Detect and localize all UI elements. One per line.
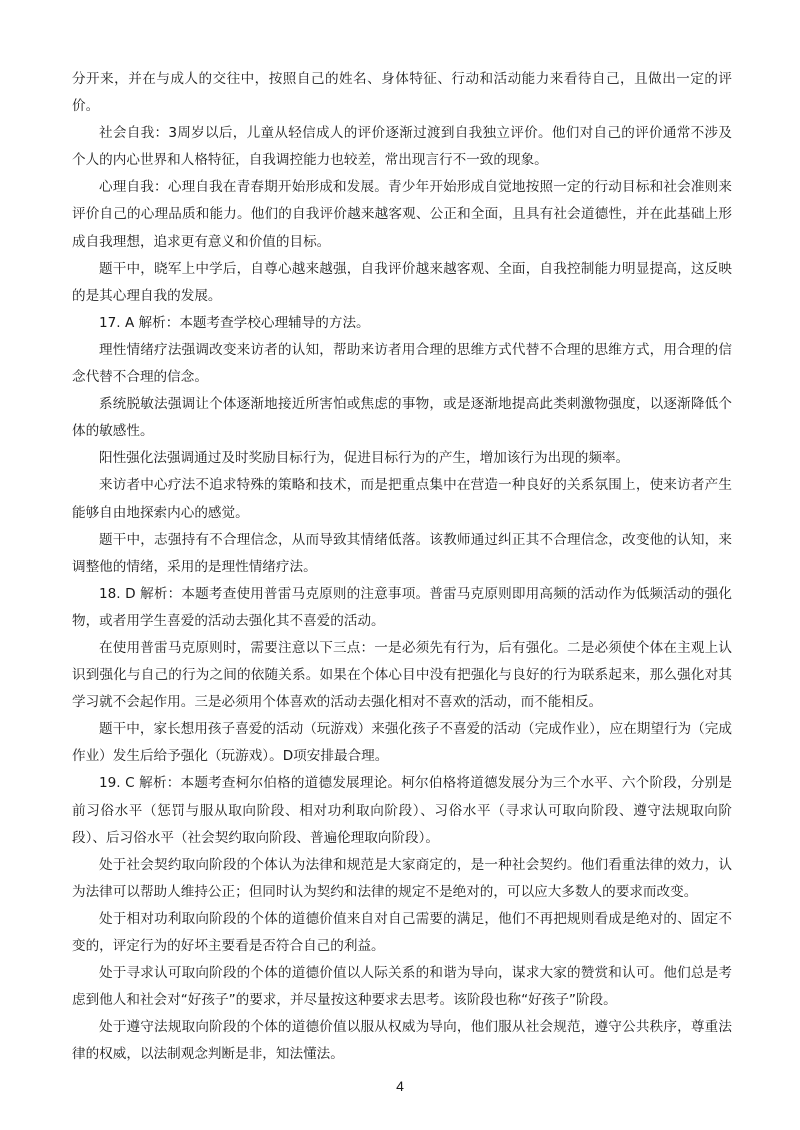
paragraph: 心理自我：心理自我在青春期开始形成和发展。青少年开始形成自觉地按照一定的行动目标和社会准则来评价自己的心理品质和能力。他们的自我评价越来越客观、公正和全面，且具有社会道德性，并在此基础上形成自我理想，追求更有意义和价值的目标。 [72, 179, 732, 250]
question-17-heading: 17. A 解析：本题考查学校心理辅导的方法。 [99, 314, 370, 331]
paragraph: 理性情绪疗法强调改变来访者的认知，帮助来访者用合理的思维方式代替不合理的思维方式，用合理的信念代替不合理的信念。 [72, 341, 732, 386]
paragraph: 题干中，晓军上中学后，自尊心越来越强，自我评价越来越客观、全面，自我控制能力明显提高，这反映的是其心理自我的发展。 [72, 260, 732, 304]
paragraph: 系统脱敏法强调让个体逐渐地接近所害怕或焦虑的事物，或是逐渐地提高此类刺激物强度，以逐渐降低个体的敏感性。 [72, 396, 732, 440]
paragraph: 社会自我：3周岁以后，儿童从轻信成人的评价逐渐过渡到自我独立评价。他们对自己的评价通常不涉及个人的内心世界和人格特征，自我调控能力也较差，常出现言行不一致的现象。 [72, 125, 732, 169]
paragraph: 题干中，志强持有不合理信念，从而导致其情绪低落。该教师通过纠正其不合理信念，改变他的认知，来调整他的情绪，采用的是理性情绪疗法。 [72, 531, 732, 575]
paragraph: 处于遵守法规取向阶段的个体的道德价值以服从权威为导向，他们服从社会规范，遵守公共秩序，尊重法律的权威，以法制观念判断是非，知法懂法。 [72, 1019, 732, 1063]
paragraph: 处于社会契约取向阶段的个体认为法律和规范是大家商定的，是一种社会契约。他们看重法律的效力，认为法律可以帮助人维持公正；但同时认为契约和法律的规定不是绝对的，可以应大多数人的要求而改变。 [72, 856, 732, 900]
question-19-heading: 19. C 解析：本题考查柯尔伯格的道德发展理论。柯尔伯格将道德发展分为三个水平、六个阶段，分别是前习俗水平（惩罚与服从取向阶段、相对功利取向阶段）、习俗水平（寻求认可取向阶段、遵守法规取向阶段）、后习俗水平（社会契约取向阶段、普遍伦理取向阶段）。 [72, 775, 732, 846]
question-18-heading: 18. D 解析：本题考查使用普雷马克原则的注意事项。普雷马克原则即用高频的活动作为低频活动的强化物，或者用学生喜爱的活动去强化其不喜爱的活动。 [72, 585, 732, 629]
paragraph: 在使用普雷马克原则时，需要注意以下三点：一是必须先有行为，后有强化。二是必须使个体在主观上认识到强化与自己的行为之间的依随关系。如果在个体心目中没有把强化与良好的行为联系起来，那么强化对其学习就不会起作用。三是必须用个体喜欢的活动去强化相对不喜欢的活动，而不能相反。 [72, 639, 732, 711]
paragraph: 处于寻求认可取向阶段的个体的道德价值以人际关系的和谐为导向，谋求大家的赞赏和认可。他们总是考虑到他人和社会对“好孩子”的要求，并尽量按这种要求去思考。该阶段也称“好孩子”阶段。 [72, 965, 732, 1009]
paragraph: 题干中，家长想用孩子喜爱的活动（玩游戏）来强化孩子不喜爱的活动（完成作业），应在期望行为（完成作业）发生后给予强化（玩游戏）。D项安排最合理。 [72, 721, 732, 765]
paragraph: 来访者中心疗法不追求特殊的策略和技术，而是把重点集中在营造一种良好的关系氛围上，使来访者产生能够自由地探索内心的感觉。 [72, 477, 732, 521]
paragraph: 分开来，并在与成人的交往中，按照自己的姓名、身体特征、行动和活动能力来看待自己，且做出一定的评价。 [72, 71, 732, 115]
page-number: 4 [396, 1078, 404, 1094]
paragraph: 阳性强化法强调通过及时奖励目标行为，促进目标行为的产生，增加该行为出现的频率。 [99, 450, 630, 467]
paragraph: 处于相对功利取向阶段的个体的道德价值来自对自己需要的满足，他们不再把规则看成是绝对的、固定不变的，评定行为的好坏主要看是否符合自己的利益。 [72, 910, 732, 954]
body-text [72, 66, 732, 1068]
